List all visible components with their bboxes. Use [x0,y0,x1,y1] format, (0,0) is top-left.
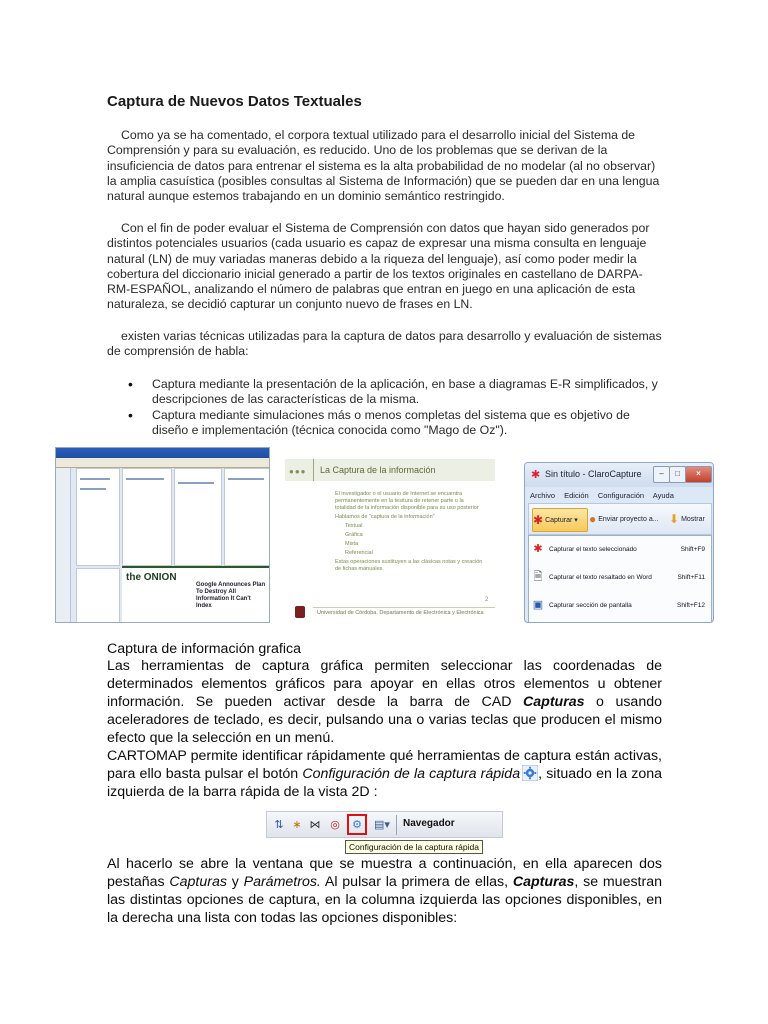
slide-separator [313,459,314,481]
menu-archivo: Archivo [530,491,556,500]
minimize-button: – [653,466,670,483]
menu-item-shortcut: Shift+F9 [680,546,705,553]
menu-item-capture-word [529,568,711,588]
slide-bullet: Hablamos de "captura de la información" [335,514,435,520]
paragraph-text: y [226,874,244,890]
onion-page [122,566,270,623]
emphasis-capturas: Capturas [523,694,585,710]
slide-page-number: 2 [485,597,489,603]
app-logo-icon: ✱ [531,469,541,481]
maximize-button: □ [669,466,686,483]
capture-icon: ✱ [533,513,544,527]
slide-sub-bullet: Textual [345,523,363,529]
menu-edicion: Edición [564,491,589,500]
text-line [80,478,110,480]
menu-item-capture-selected [529,540,711,560]
intersection-icon: ⋈ [309,819,321,831]
screen-icon: ▣ [532,599,544,611]
slide-bullet: El investigador o el usuario de Internet se encuentra permanentemente en la tesitura de retener parte o la totalidad de la información disponible para su uso posterior [335,491,479,511]
paragraph-text: , situado en la zona izquierda de la barra rápida de la vista 2D : [107,766,663,800]
browser-pane [76,568,120,623]
clarocapture-window-image [524,462,714,623]
quick-toolbar-image [266,811,503,838]
show-button [669,508,711,530]
capture-text-icon: ✱ [533,543,543,555]
emphasis-parametros-tab: Parámetros. [243,874,321,890]
emphasis-capturas-bold: Capturas [512,874,575,890]
slide-bullets [335,491,485,575]
technique-list [107,377,667,438]
menu-item-label: Capturar sección de pantalla [549,602,632,609]
window-toolbar [56,458,269,468]
paragraph-graphic-capture [107,657,662,747]
emphasis-capturas-tab: Capturas [169,874,227,890]
browser-pane [76,468,120,566]
paragraph-text: o usando aceleradores de teclado, es decir, pulsando una o varias teclas que producen el mismo efecto que la selección en un menú. [107,694,662,746]
paragraph-evaluation [107,221,663,313]
paragraph-text: Al hacerlo se abre la ventana que se muestra a continuación, en ella aparecen dos pestañas [107,856,662,890]
menu-item-label: Capturar el texto seleccionado [549,546,637,553]
paragraph-text: , se muestran las distintas opciones de captura, en la columna izquierda las opciones disponibles, en la derecha una lista con todas las opciones disponibles: [107,874,663,926]
paragraph-intro [107,128,663,204]
toolbar-separator [396,815,397,835]
menu-ayuda: Ayuda [652,491,674,500]
paragraph-window [107,855,662,927]
capture-button: ✱ Capturar ▾ [532,508,588,532]
menu-item-shortcut: Shift+F11 [677,574,705,581]
midpoint-icon: ◎ [330,819,340,831]
paragraph-evaluation-text: Con el fin de poder evaluar el Sistema de Comprensión con datos que hayan sido generados por distintos potenciales usuarios (cada usuario es capaz de expresar una misma consulta en lenguaje natural (LN) de muy variadas maneras debido a la riqueza del lenguaje), así como poder medir la cobertura del diccionario inicial generado a partir de los textos originales en castellano de DARPA-RM-ESPAÑOL, analizando el número de palabras que entran en juego en una aplicación de esta naturaleza, se decidió capturar un conjunto nuevo de frases en LN. [107,221,650,312]
text-line [80,488,106,490]
slide-sub-bullet: Gráfica [345,532,363,538]
list-item: • Captura mediante simulaciones más o menos completas del sistema que es objetivo de diseño e implementación (técnica conocida como "Mago de Oz"). [107,408,667,439]
snap-icon: ∗ [292,819,302,831]
slide-footer: Universidad de Córdoba. Departamento de Electrónica y Electrónica [317,610,484,616]
paragraph-techniques-text: existen varias técnicas utilizadas para la captura de datos para desarrollo y evaluación de sistemas de comprensión de habla: [107,329,662,359]
window-titlebar [56,448,269,458]
slide-image [285,447,495,623]
send-icon: ● [589,512,597,526]
university-crest-icon [295,606,305,618]
slide-bullet: Estas operaciones sustituyen a las clásicas notas y creación de fichas manuales [335,559,483,572]
capture-button-label: Capturar [545,516,573,524]
paragraph-intro-text: Como ya se ha comentado, el corpora textual utilizado para el desarrollo inicial del Sistema de Comprensión y para su evaluación, es reducido. Uno de los problemas que se derivan de la insuficiencia de datos para entrenar el sistema es la alta probabilidad de no modelar (al no observar) la amplia casuística (posibles consultas al Sistema de Información) que se pueden dar en una lengua natural aunque estemos trabajando en un dominio semántico restringido. [107,128,660,204]
send-button-label: Enviar proyecto a... [598,515,659,523]
paragraph-text: Las herramientas de captura gráfica permiten seleccionar las coordenadas de determinados elementos gráficos para apoyar en ellas otros elementos u obtener información. Se pueden activar desde la barra de CAD [107,658,662,710]
menu-configuracion: Configuración [597,491,645,500]
section-title: Captura de Nuevos Datos Textuales [107,93,362,110]
image-caption: Captura de información grafica [107,641,301,657]
window-dropdown-icon: ▤▾ [374,819,390,831]
highlight-box [347,814,367,835]
tooltip: Configuración de la captura rápida [345,840,483,854]
app-ribbon [528,503,712,535]
coordinates-icon: ⇅ [274,819,284,831]
gear-icon [522,765,538,781]
close-button: × [685,466,712,483]
slide-sub-bullet: Mixta [345,541,359,547]
text-line [228,478,264,480]
app-menubar [530,491,681,500]
list-item: • Captura mediante la presentación de la aplicación, en base a diagramas E-R simplificados, y descripciones de las características de la misma. [107,377,667,408]
browser-screenshot-image [55,447,270,623]
slide-footer-rule [313,607,495,608]
onion-headline: Google Announces Plan To Destroy All Information It Can't Index [196,582,266,609]
onion-logo: the ONION [126,572,177,583]
navigator-label: Navegador [403,818,455,829]
paragraph-text: Al pulsar la primera de ellas, [320,874,513,890]
app-titlebar [525,463,713,487]
slide-dots-icon: ●●● [289,467,307,476]
show-button-label: Mostrar [681,515,705,523]
menu-item-capture-screen [529,596,711,616]
gear-icon: ⚙ [352,819,362,831]
send-project-button [589,508,659,530]
browser-pane [224,468,270,566]
paragraph-cartomap [107,747,662,801]
app-title: Sin título - ClaroCapture [545,469,642,479]
capture-dropdown-menu [528,535,712,623]
arrow-down-icon: ⬇ [669,512,680,526]
browser-pane [122,468,172,566]
slide-title: La Captura de la información [320,465,436,475]
document-icon: 🗎 [533,571,543,583]
emphasis-config: Configuración de la captura rápida [302,766,521,782]
paragraph-techniques [107,329,663,360]
paragraph-text: CARTOMAP permite identificar rápidamente qué herramientas de captura están activas, para ello basta pulsar el botón [107,748,662,782]
slide-sub-bullet: Referencial [345,550,373,556]
browser-sidebar [56,468,71,622]
menu-item-shortcut: Shift+F12 [676,602,705,609]
text-line [178,482,214,484]
text-line [126,478,164,480]
menu-item-label: Capturar el texto resaltado en Word [549,574,652,581]
slide-header [285,459,495,481]
